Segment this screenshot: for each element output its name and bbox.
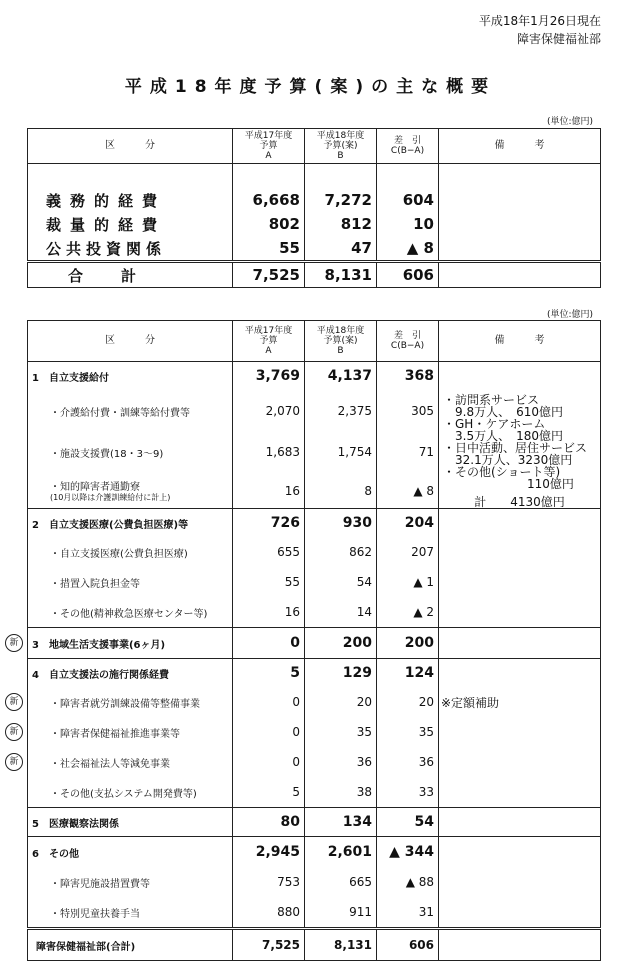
value-b: 665 xyxy=(305,867,377,897)
value-b: 2,375 xyxy=(305,391,377,432)
table-row xyxy=(28,897,601,929)
biko-cell xyxy=(439,808,601,837)
value-b: 862 xyxy=(305,537,377,567)
value-c: 368 xyxy=(377,362,439,391)
value-b: 1,754 xyxy=(305,432,377,473)
table-row xyxy=(28,537,601,567)
note-line: 110億円 xyxy=(443,477,574,491)
section-label: 1 自立支援給付 xyxy=(28,362,233,391)
table-row xyxy=(28,362,601,391)
item-note: (10月以降は介護訓練給付に計上) xyxy=(50,493,171,502)
section-label: 5 医療観察法関係 xyxy=(28,808,233,837)
summary-table xyxy=(27,128,601,288)
value-c: 31 xyxy=(377,897,439,929)
total-a: 7,525 xyxy=(233,929,305,961)
note-line: 9.8万人、 610億円 xyxy=(443,405,563,419)
summary-header-row xyxy=(28,129,601,164)
col-diff: 差 引 C(B−A) xyxy=(377,321,439,362)
value-a: 16 xyxy=(233,473,305,508)
note-line: 32.1万人、3230億円 xyxy=(443,453,573,467)
value-a: 5 xyxy=(233,659,305,688)
value-c: ▲ 1 xyxy=(377,567,439,597)
item-label: ・特別児童扶養手当 xyxy=(28,897,233,929)
as-of-date: 平成18年1月26日現在 xyxy=(478,14,601,28)
item-label: ・障害児施設措置費等 xyxy=(28,867,233,897)
table-row xyxy=(28,628,601,659)
value-b: 200 xyxy=(305,628,377,659)
value-a: 726 xyxy=(233,509,305,538)
biko-cell xyxy=(439,537,601,567)
value-a: 5 xyxy=(233,777,305,808)
benefit-notes xyxy=(439,362,601,509)
section-label: 3 地域生活支援事業(6ヶ月) xyxy=(28,628,233,659)
item-label: ・障害者就労訓練設備等整備事業 xyxy=(28,687,233,717)
table-row xyxy=(28,597,601,628)
item-label: ・措置入院負担金等 xyxy=(28,567,233,597)
value-a: 0 xyxy=(233,717,305,747)
table-row xyxy=(28,509,601,538)
note-line: ・GH・ケアホーム xyxy=(443,417,546,431)
table-row: 裁量的経費 802 812 10 xyxy=(28,212,601,236)
value-b: 8 xyxy=(305,473,377,508)
detail-table xyxy=(27,320,601,961)
value-b: 911 xyxy=(305,897,377,929)
item-label: ・その他(精神救急医療センター等) xyxy=(28,597,233,628)
table-row xyxy=(28,867,601,897)
table-row xyxy=(28,717,601,747)
value-c: ▲ 344 xyxy=(377,837,439,868)
department-name: 障害保健福祉部 xyxy=(516,32,601,46)
section-label: 6 その他 xyxy=(28,837,233,868)
value-a: 753 xyxy=(233,867,305,897)
value-b: 20 xyxy=(305,687,377,717)
unit-label-1: (単位:億円) xyxy=(546,117,593,127)
value-c: 305 xyxy=(377,391,439,432)
value-b: 35 xyxy=(305,717,377,747)
note-line: ・その他(ショート等) xyxy=(443,465,561,479)
value-b: 14 xyxy=(305,597,377,628)
value-a: 0 xyxy=(233,628,305,659)
table-row xyxy=(28,659,601,688)
summary-total-row: 合計 7,525 8,131 606 xyxy=(28,262,601,288)
detail-header-row xyxy=(28,321,601,362)
value-a: 1,683 xyxy=(233,432,305,473)
item-label: ・障害者保健福祉推進事業等 xyxy=(28,717,233,747)
table-row xyxy=(28,837,601,868)
unit-label-2: (単位:億円) xyxy=(546,310,593,320)
value-c: ▲ 8 xyxy=(377,473,439,508)
col-fy17: 平成17年度 予算 A xyxy=(233,129,305,164)
value-a: 2,945 xyxy=(233,837,305,868)
section-label: 4 自立支援法の施行関係経費 xyxy=(28,659,233,688)
new-marker-icon: 新 xyxy=(5,634,23,652)
value-c: 54 xyxy=(377,808,439,837)
biko-cell: ※定額補助 xyxy=(439,687,601,717)
table-row xyxy=(28,777,601,808)
value-c: 35 xyxy=(377,717,439,747)
col-fy18: 平成18年度 予算(案) B xyxy=(305,129,377,164)
value-c: ▲ 2 xyxy=(377,597,439,628)
col-biko: 備 考 xyxy=(439,321,601,362)
value-b: 38 xyxy=(305,777,377,808)
value-b: 134 xyxy=(305,808,377,837)
biko-cell xyxy=(439,717,601,747)
table-row xyxy=(28,747,601,777)
note-line: ・訪問系サービス xyxy=(443,393,540,407)
item-label: ・自立支援医療(公費負担医療) xyxy=(28,537,233,567)
value-b: 54 xyxy=(305,567,377,597)
biko-cell xyxy=(439,659,601,688)
biko-cell xyxy=(439,597,601,628)
biko-cell xyxy=(439,567,601,597)
value-c: ▲ 88 xyxy=(377,867,439,897)
biko-cell xyxy=(439,777,601,808)
value-b: 129 xyxy=(305,659,377,688)
col-kubun: 区 分 xyxy=(28,321,233,362)
biko-cell xyxy=(439,509,601,538)
total-b: 8,131 xyxy=(305,929,377,961)
biko-cell xyxy=(439,747,601,777)
biko-cell xyxy=(439,867,601,897)
col-diff: 差 引 C(B−A) xyxy=(377,129,439,164)
value-c: 207 xyxy=(377,537,439,567)
note-line: ・日中活動、居住サービス xyxy=(443,441,588,455)
value-b: 36 xyxy=(305,747,377,777)
value-c: 124 xyxy=(377,659,439,688)
value-a: 0 xyxy=(233,687,305,717)
biko-cell xyxy=(439,897,601,929)
value-a: 2,070 xyxy=(233,391,305,432)
col-kubun: 区 分 xyxy=(28,129,233,164)
total-label: 障害保健福祉部(合計) xyxy=(28,929,233,961)
value-c: 204 xyxy=(377,509,439,538)
value-b: 2,601 xyxy=(305,837,377,868)
new-marker-icon: 新 xyxy=(5,693,23,711)
table-row: 公共投資関係 55 47 ▲ 8 xyxy=(28,236,601,262)
value-c: 71 xyxy=(377,432,439,473)
value-c: 33 xyxy=(377,777,439,808)
value-b: 4,137 xyxy=(305,362,377,391)
value-b: 930 xyxy=(305,509,377,538)
page-title: 平成18年度予算(案)の主な概要 xyxy=(124,77,497,97)
value-c: 200 xyxy=(377,628,439,659)
table-row: 義務的経費 6,668 7,272 604 xyxy=(28,188,601,212)
value-a: 3,769 xyxy=(233,362,305,391)
note-line: 3.5万人、 180億円 xyxy=(443,429,563,443)
col-fy17: 平成17年度 予算 A xyxy=(233,321,305,362)
value-a: 16 xyxy=(233,597,305,628)
biko-cell xyxy=(439,628,601,659)
value-a: 655 xyxy=(233,537,305,567)
biko-cell xyxy=(439,837,601,868)
new-marker-icon: 新 xyxy=(5,753,23,771)
value-a: 880 xyxy=(233,897,305,929)
detail-total-row xyxy=(28,929,601,961)
value-a: 55 xyxy=(233,567,305,597)
item-label: ・知的障害者通勤寮 (10月以降は介護訓練給付に計上) xyxy=(28,473,233,508)
table-row xyxy=(28,808,601,837)
table-row xyxy=(28,687,601,717)
total-c: 606 xyxy=(377,929,439,961)
new-marker-icon: 新 xyxy=(5,723,23,741)
note-line: 計 4130億円 xyxy=(474,495,565,509)
table-row xyxy=(28,567,601,597)
value-c: 20 xyxy=(377,687,439,717)
item-label: ・施設支援費(18・3～9) xyxy=(28,432,233,473)
item-label: ・その他(支払システム開発費等) xyxy=(28,777,233,808)
item-label: ・社会福祉法人等減免事業 xyxy=(28,747,233,777)
col-biko: 備 考 xyxy=(439,129,601,164)
section-label: 2 自立支援医療(公費負担医療)等 xyxy=(28,509,233,538)
value-a: 80 xyxy=(233,808,305,837)
value-a: 0 xyxy=(233,747,305,777)
col-fy18: 平成18年度 予算(案) B xyxy=(305,321,377,362)
value-c: 36 xyxy=(377,747,439,777)
item-label: ・介護給付費・訓練等給付費等 xyxy=(28,391,233,432)
